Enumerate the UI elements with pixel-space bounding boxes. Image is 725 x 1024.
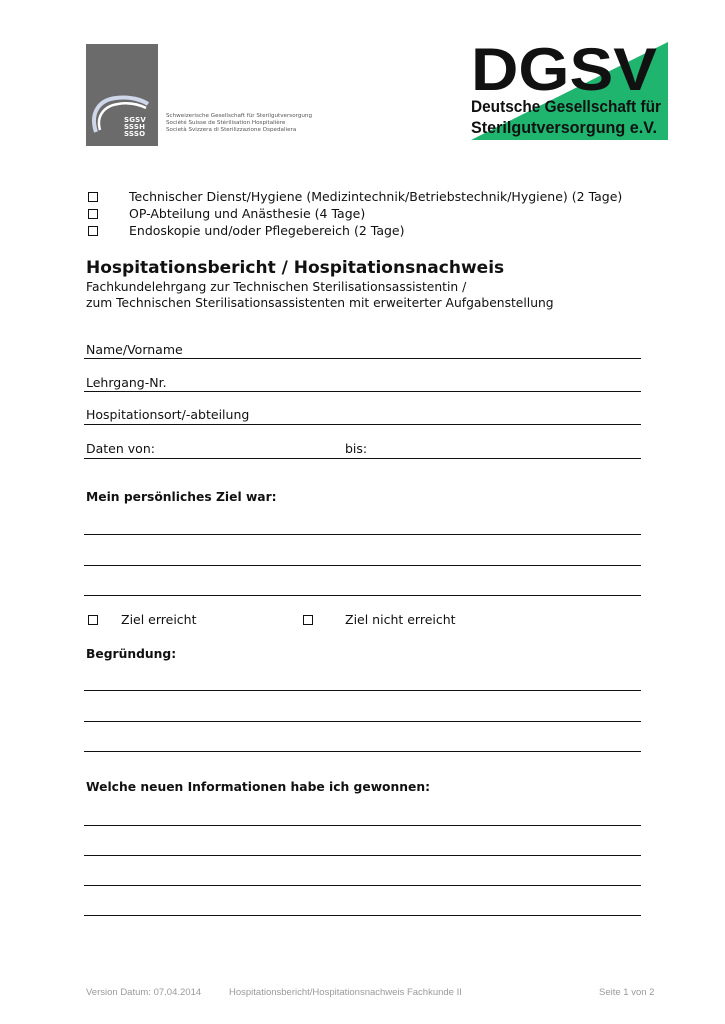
name-field-line[interactable] bbox=[84, 358, 641, 359]
dgsv-line-2: Sterilgutversorgung e.V. bbox=[471, 118, 657, 137]
sgsv-logo bbox=[86, 44, 158, 146]
goal-line-2[interactable] bbox=[84, 565, 641, 566]
info-line-4[interactable] bbox=[84, 915, 641, 916]
sgsv-name-de: Schweizerische Gesellschaft für Sterilgutversorgung bbox=[166, 113, 313, 119]
info-heading: Welche neuen Informationen habe ich gewonnen: bbox=[86, 780, 431, 794]
goal-not-reached-checkbox[interactable] bbox=[303, 615, 313, 625]
goal-reached-checkbox[interactable] bbox=[88, 615, 98, 625]
page-title: Hospitationsbericht / Hospitationsnachweis bbox=[86, 258, 505, 278]
sgsv-name-it: Società Svizzera di Sterilizzazione Ospedaliera bbox=[166, 127, 297, 133]
option-label-technik: Technischer Dienst/Hygiene (Medizintechnik/Betriebstechnik/Hygiene) (2 Tage) bbox=[129, 189, 623, 204]
course-field-label: Lehrgang-Nr. bbox=[86, 375, 167, 390]
goal-reached-label: Ziel erreicht bbox=[121, 612, 197, 627]
goal-line-1[interactable] bbox=[84, 534, 641, 535]
course-field-line[interactable] bbox=[84, 391, 641, 392]
sgsv-abbr-3: SSSO bbox=[124, 130, 146, 138]
option-label-op: OP-Abteilung und Anästhesie (4 Tage) bbox=[129, 206, 366, 221]
name-field-label: Name/Vorname bbox=[86, 342, 183, 357]
goal-heading: Mein persönliches Ziel war: bbox=[86, 490, 277, 504]
option-label-endoskopie: Endoskopie und/oder Pflegebereich (2 Tage) bbox=[129, 223, 405, 238]
dgsv-line-1: Deutsche Gesellschaft für bbox=[471, 97, 662, 116]
footer-page-number: Seite 1 von 2 bbox=[599, 987, 655, 998]
dgsv-wordmark: DGSV bbox=[471, 40, 657, 103]
sgsv-swoosh-icon bbox=[86, 44, 158, 146]
info-line-3[interactable] bbox=[84, 885, 641, 886]
goal-not-reached-label: Ziel nicht erreicht bbox=[345, 612, 456, 627]
sgsv-name-fr: Société Suisse de Stérilisation Hospitalière bbox=[166, 120, 286, 126]
info-line-1[interactable] bbox=[84, 825, 641, 826]
info-line-2[interactable] bbox=[84, 855, 641, 856]
date-to-label: bis: bbox=[345, 441, 368, 456]
goal-line-3[interactable] bbox=[84, 595, 641, 596]
dgsv-logo bbox=[471, 40, 668, 140]
reason-line-2[interactable] bbox=[84, 721, 641, 722]
location-field-label: Hospitationsort/-abteilung bbox=[86, 407, 250, 422]
reason-line-3[interactable] bbox=[84, 751, 641, 752]
subtitle-line-1: Fachkundelehrgang zur Technischen Sterilisationsassistentin / bbox=[86, 280, 467, 294]
option-checkbox-endoskopie[interactable] bbox=[88, 226, 98, 236]
subtitle-line-2: zum Technischen Sterilisationsassistenten mit erweiterter Aufgabenstellung bbox=[86, 296, 554, 310]
reason-heading: Begründung: bbox=[86, 647, 177, 661]
footer-version: Version Datum: 07.04.2014 bbox=[86, 987, 202, 998]
footer-document: Hospitationsbericht/Hospitationsnachweis Fachkunde II bbox=[229, 987, 462, 998]
option-checkbox-technik[interactable] bbox=[88, 192, 98, 202]
sgsv-abbr-2: SSSH bbox=[124, 123, 146, 131]
option-checkbox-op[interactable] bbox=[88, 209, 98, 219]
location-field-line[interactable] bbox=[84, 424, 641, 425]
reason-line-1[interactable] bbox=[84, 690, 641, 691]
sgsv-abbr-1: SGSV bbox=[124, 116, 147, 124]
date-field-line[interactable] bbox=[84, 458, 641, 459]
date-from-label: Daten von: bbox=[86, 441, 155, 456]
